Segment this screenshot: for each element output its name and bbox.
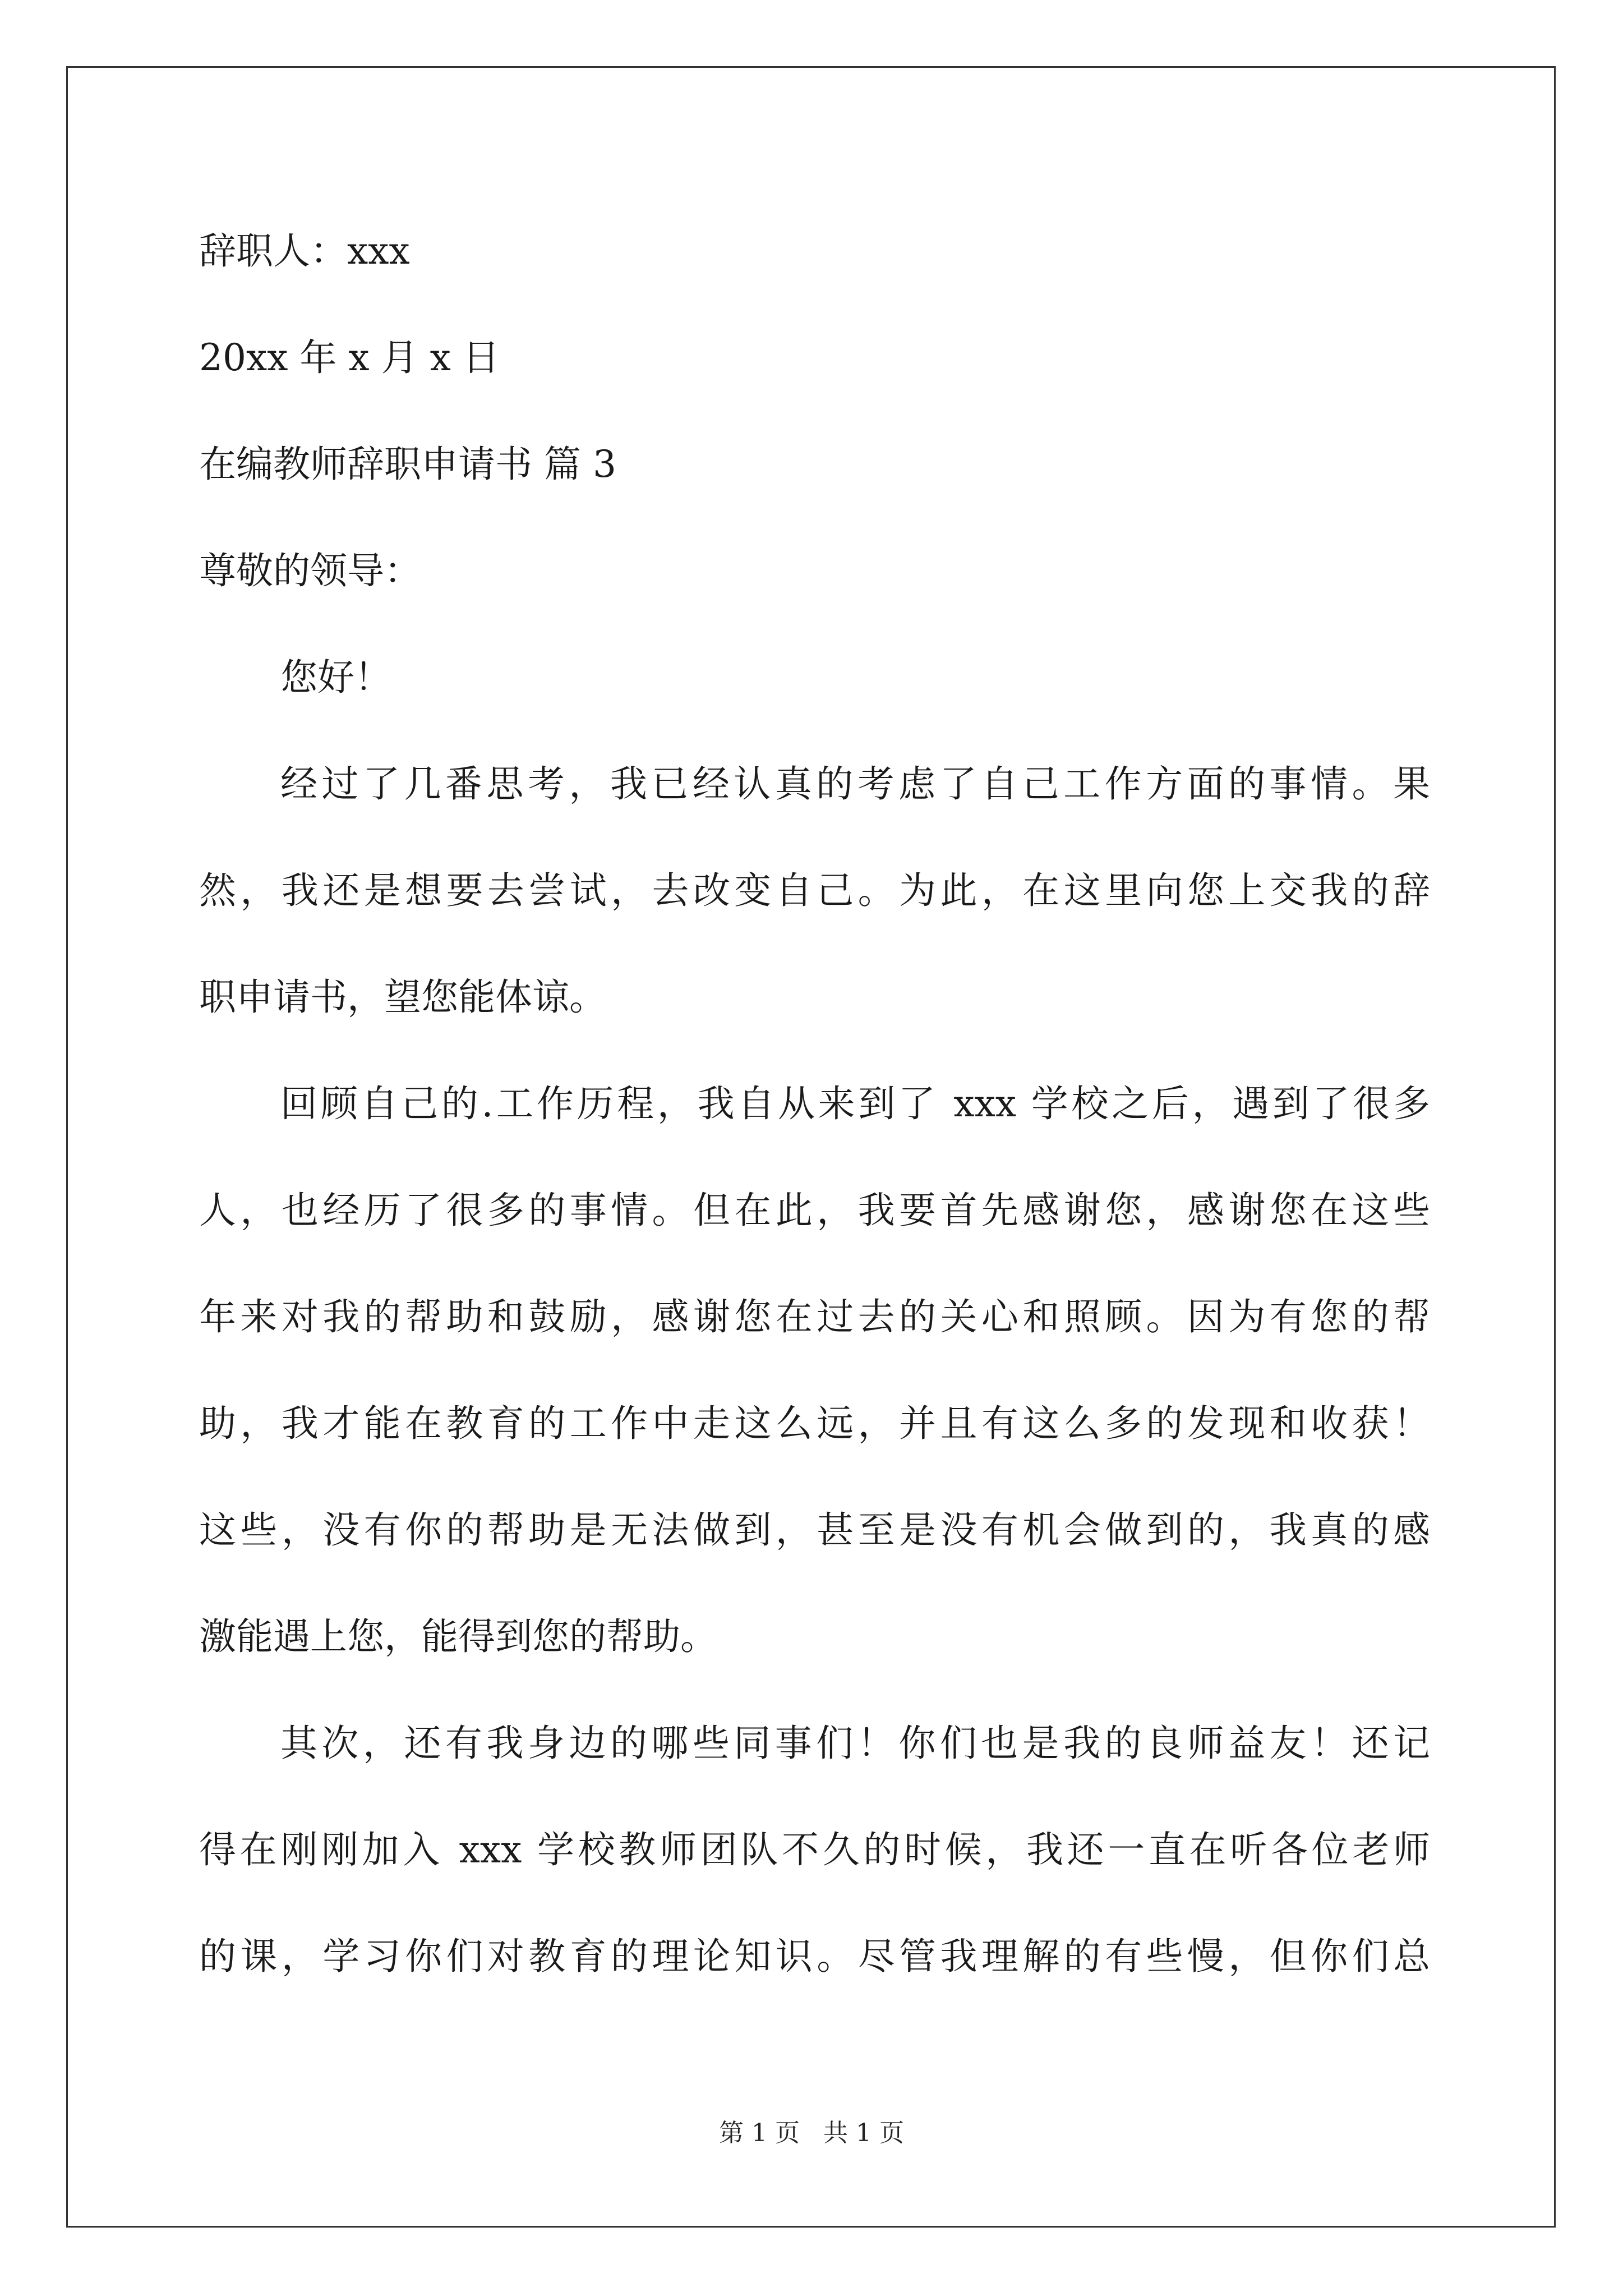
paragraph-1-line-3: 职申请书，望您能体谅。 [199, 976, 606, 1019]
paragraph-3-line-3: 的课，学习你们对教育的理论知识。尽管我理解的有些慢，但你们总 [199, 1935, 1430, 1978]
paragraph-2-line-5: 这些，没有你的帮助是无法做到，甚至是没有机会做到的，我真的感 [199, 1508, 1430, 1552]
paragraph-2-line-2: 人，也经历了很多的事情。但在此，我要首先感谢您，感谢您在这些 [199, 1189, 1430, 1232]
paragraph-2-line-6: 激能遇上您，能得到您的帮助。 [199, 1615, 717, 1658]
greeting: 您好！ [280, 656, 391, 699]
page-total: 共 1 页 [823, 2119, 904, 2147]
paragraph-1-line-1: 经过了几番思考，我已经认真的考虑了自己工作方面的事情。果 [280, 762, 1430, 806]
date-line: 20xx 年 x 月 x 日 [199, 336, 500, 379]
paragraph-1-line-2: 然，我还是想要去尝试，去改变自己。为此，在这里向您上交我的辞 [199, 869, 1430, 912]
section-title: 在编教师辞职申请书 篇 3 [199, 443, 616, 486]
signature-line: 辞职人：xxx [199, 229, 410, 273]
paragraph-3-line-1: 其次，还有我身边的哪些同事们！你们也是我的良师益友！还记 [280, 1722, 1430, 1765]
page-footer [0, 2118, 1623, 2149]
page-number: 第 1 页 [719, 2119, 800, 2147]
paragraph-2-line-3: 年来对我的帮助和鼓励，感谢您在过去的关心和照顾。因为有您的帮 [199, 1295, 1430, 1338]
paragraph-2-line-1: 回顾自己的.工作历程，我自从来到了 xxx 学校之后，遇到了很多 [280, 1082, 1430, 1125]
paragraph-3-line-2: 得在刚刚加入 xxx 学校教师团队不久的时候，我还一直在听各位老师 [199, 1828, 1430, 1871]
salutation: 尊敬的领导： [199, 549, 421, 592]
page-border [66, 66, 1556, 2228]
paragraph-2-line-4: 助，我才能在教育的工作中走这么远，并且有这么多的发现和收获！ [199, 1402, 1430, 1445]
